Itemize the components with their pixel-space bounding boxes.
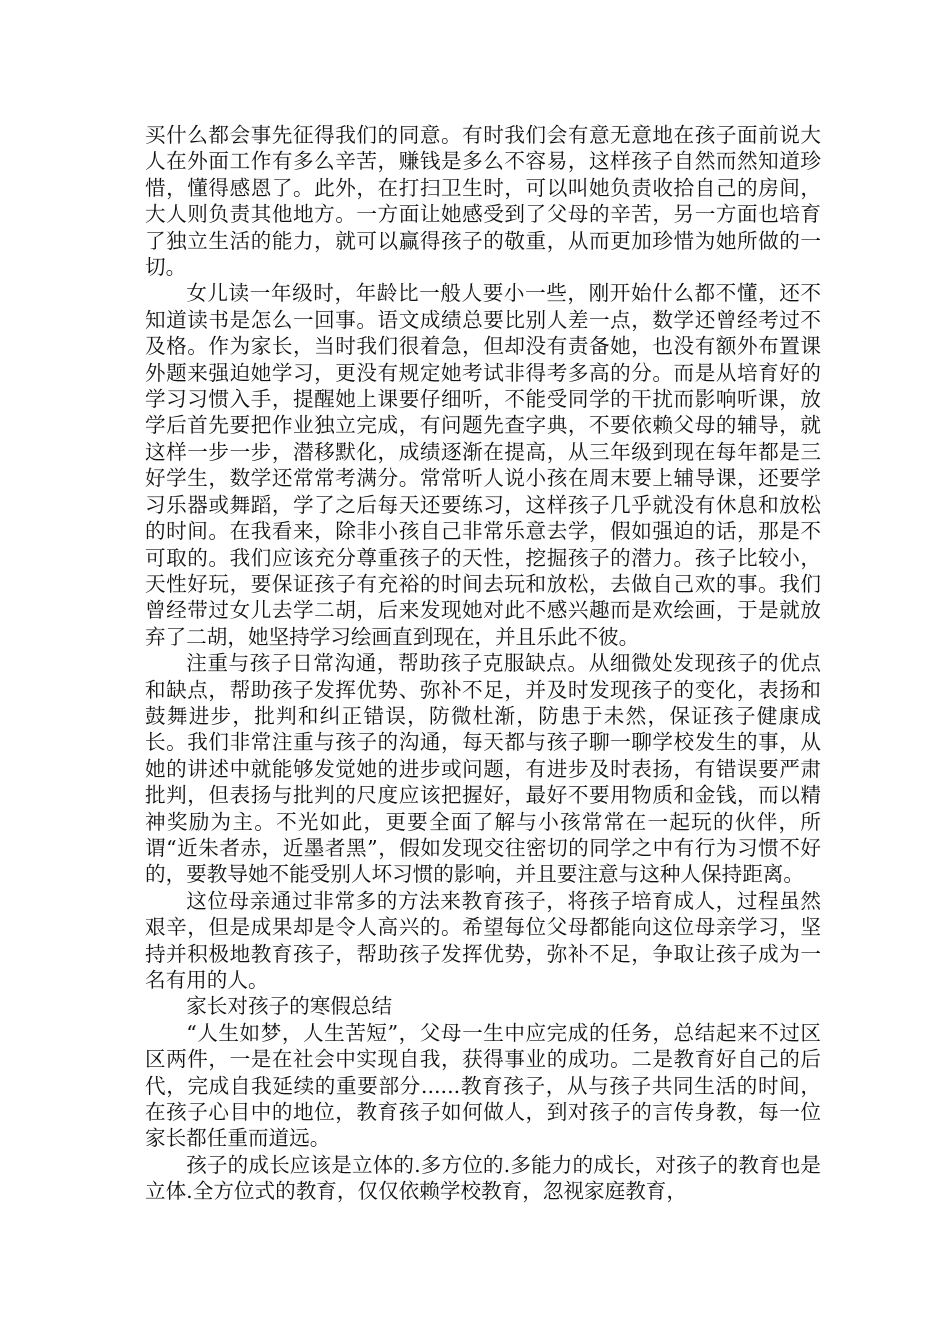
paragraph-growth: 孩子的成长应该是立体的.多方位的.多能力的成长，对孩子的教育也是立体.全方位式的教育，仅仅依赖学校教育，忽视家庭教育， [145,1152,821,1204]
paragraph-continuation: 买什么都会事先征得我们的同意。有时我们会有意无意地在孩子面前说大人在外面工作有多么辛苦，赚钱是多么不容易，这样孩子自然而然知道珍惜，懂得感恩了。此外，在打扫卫生时，可以叫她负责收拾自己的房间，大人则负责其他地方。一方面让她感受到了父母的辛苦，另一方面也培育了独立生活的能力，就可以赢得孩子的敬重，从而更加珍惜为她所做的一切。 [145,123,821,280]
paragraph-communication: 注重与孩子日常沟通，帮助孩子克服缺点。从细微处发现孩子的优点和缺点，帮助孩子发挥优势、弥补不足，并及时发现孩子的变化，表扬和鼓舞进步，批判和纠正错误，防微杜渐，防患于未然，保证孩子健康成长。我们非常注重与孩子的沟通，每天都与孩子聊一聊学校发生的事，从她的讲述中就能够发觉她的进步或问题，有进步及时表扬，有错误要严肃批判，但表扬与批判的尺度应该把握好，最好不要用物质和金钱，而以精神奖励为主。不光如此，更要全面了解与小孩常常在一起玩的伙伴，所谓“近朱者赤，近墨者黑”，假如发现交往密切的同学之中有行为习惯不好的，要教导她不能受别人坏习惯的影响，并且要注意与这种人保持距离。 [145,651,821,887]
paragraph-first-grade: 女儿读一年级时，年龄比一般人要小一些，刚开始什么都不懂，还不知道读书是怎么一回事。语文成绩总要比别人差一点，数学还曾经考过不及格。作为家长，当时我们很着急，但却没有责备她，也没有额外布置课外题来强迫她学习，更没有规定她考试非得考多高的分。而是从培育好的学习习惯入手，提醒她上课要仔细听，不能受同学的干扰而影响听课，放学后首先要把作业独立完成，有问题先查字典，不要依赖父母的辅导，就这样一步一步，潜移默化，成绩逐渐在提高，从三年级到现在每年都是三好学生，数学还常常考满分。常常听人说小孩在周末要上辅导课，还要学习乐器或舞蹈，学了之后每天还要练习，这样孩子几乎就没有休息和放松的时间。在我看来，除非小孩自己非常乐意去学，假如强迫的话，那是不可取的。我们应该充分尊重孩子的天性，挖掘孩子的潜力。孩子比较小，天性好玩，要保证孩子有充裕的时间去玩和放松，去做自己欢的事。我们曾经带过女儿去学二胡，后来发现她对此不感兴趣而是欢绘画，于是就放弃了二胡，她坚持学习绘画直到现在，并且乐此不彼。 [145,281,821,649]
section-heading: 家长对孩子的寒假总结 [186,994,393,1019]
paragraph-mother-summary: 这位母亲通过非常多的方法来教育孩子，将孩子培育成人，过程虽然艰辛，但是成果却是令人高兴的。希望每位父母都能向这位母亲学习，坚持并积极地教育孩子，帮助孩子发挥优势，弥补不足，争取让孩子成为一名有用的人。 [145,888,821,992]
paragraph-life-dream: “人生如梦，人生苦短”，父母一生中应完成的任务，总结起来不过区区两件，一是在社会中实现自我，获得事业的成功。二是教育好自己的后代，完成自我延续的重要部分......教育孩子，从与孩子共同生活的时间，在孩子心目中的地位，教育孩子如何做人，到对孩子的言传身教，每一位家长都任重而道远。 [145,1020,821,1151]
document-page [145,122,821,1205]
